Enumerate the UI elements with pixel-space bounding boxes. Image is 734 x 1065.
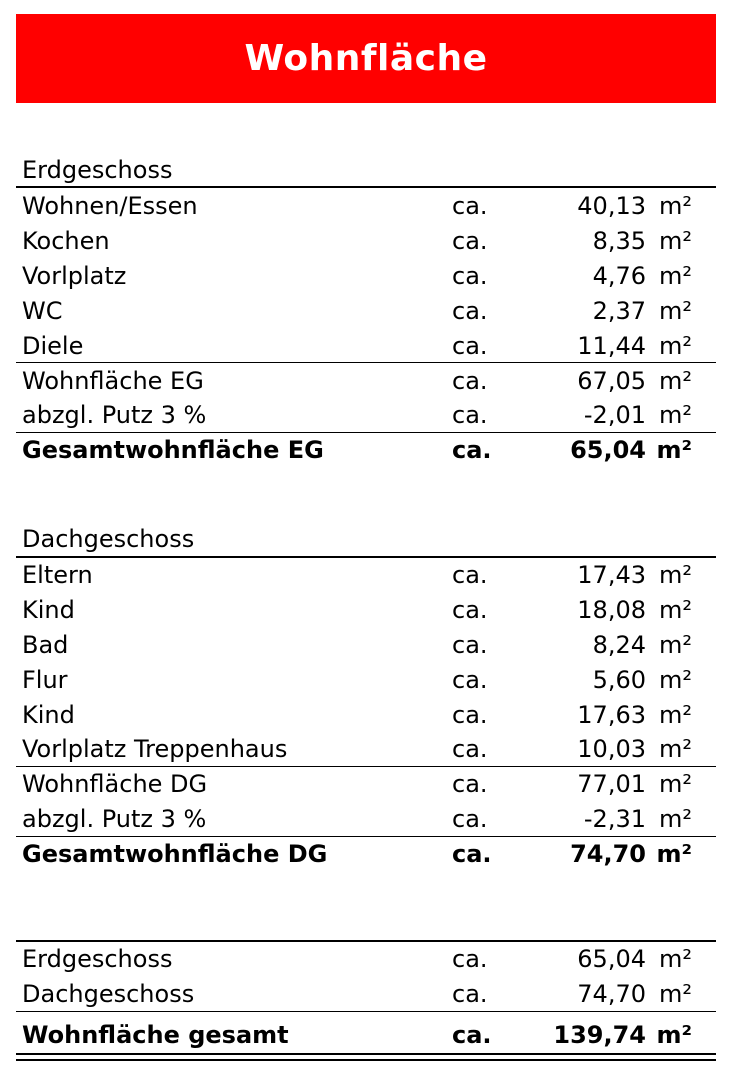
section-title-eg: Erdgeschoss bbox=[22, 156, 173, 184]
row-label: Bad bbox=[22, 631, 69, 659]
row-label: Wohnen/Essen bbox=[22, 192, 198, 220]
row-ca: ca. bbox=[452, 666, 488, 694]
table-row bbox=[22, 802, 694, 837]
row-ca: ca. bbox=[452, 332, 488, 360]
row-label: Gesamtwohnfläche DG bbox=[22, 840, 328, 868]
row-unit: m² bbox=[656, 840, 692, 868]
row-value: 40,13 bbox=[577, 192, 646, 220]
row-unit: m² bbox=[656, 1021, 692, 1049]
row-label: Kochen bbox=[22, 227, 110, 255]
row-value: 74,70 bbox=[570, 840, 646, 868]
row-ca: ca. bbox=[452, 840, 492, 868]
divider bbox=[16, 186, 716, 188]
row-unit: m² bbox=[659, 332, 692, 360]
row-label: Erdgeschoss bbox=[22, 945, 173, 973]
row-label: Dachgeschoss bbox=[22, 980, 195, 1008]
row-ca: ca. bbox=[452, 945, 488, 973]
row-unit: m² bbox=[659, 770, 692, 798]
table-row bbox=[22, 942, 694, 977]
row-value: 18,08 bbox=[577, 596, 646, 624]
table-row bbox=[22, 663, 694, 698]
table-row bbox=[22, 329, 694, 364]
double-underline bbox=[16, 1053, 716, 1061]
row-unit: m² bbox=[659, 805, 692, 833]
row-ca: ca. bbox=[452, 436, 492, 464]
total-row bbox=[22, 433, 694, 468]
row-unit: m² bbox=[659, 367, 692, 395]
row-ca: ca. bbox=[452, 227, 488, 255]
row-value: 5,60 bbox=[592, 666, 646, 694]
row-value: 4,76 bbox=[592, 262, 646, 290]
row-unit: m² bbox=[659, 262, 692, 290]
row-value: 10,03 bbox=[577, 735, 646, 763]
table-row bbox=[22, 767, 694, 802]
row-value: 11,44 bbox=[577, 332, 646, 360]
table-row bbox=[22, 732, 694, 767]
row-unit: m² bbox=[659, 701, 692, 729]
divider bbox=[16, 1011, 716, 1012]
row-unit: m² bbox=[659, 401, 692, 429]
row-unit: m² bbox=[659, 980, 692, 1008]
row-ca: ca. bbox=[452, 192, 488, 220]
row-unit: m² bbox=[659, 596, 692, 624]
row-label: Kind bbox=[22, 596, 75, 624]
row-label: abzgl. Putz 3 % bbox=[22, 805, 207, 833]
row-label: WC bbox=[22, 297, 63, 325]
row-label: Eltern bbox=[22, 561, 93, 589]
row-unit: m² bbox=[659, 297, 692, 325]
table-row bbox=[22, 294, 694, 329]
table-row bbox=[22, 224, 694, 259]
row-value: 8,35 bbox=[592, 227, 646, 255]
table-row bbox=[22, 698, 694, 733]
row-value: 65,04 bbox=[577, 945, 646, 973]
row-unit: m² bbox=[659, 227, 692, 255]
row-ca: ca. bbox=[452, 770, 488, 798]
table-row bbox=[22, 398, 694, 433]
row-ca: ca. bbox=[452, 1021, 492, 1049]
row-label: Wohnfläche gesamt bbox=[22, 1021, 289, 1049]
table-row bbox=[22, 628, 694, 663]
row-unit: m² bbox=[659, 666, 692, 694]
row-value: 67,05 bbox=[577, 367, 646, 395]
divider bbox=[16, 362, 716, 363]
row-value: 2,37 bbox=[592, 297, 646, 325]
row-label: abzgl. Putz 3 % bbox=[22, 401, 207, 429]
row-label: Vorlplatz Treppenhaus bbox=[22, 735, 288, 763]
grand-total-row bbox=[22, 1018, 694, 1053]
table-row bbox=[22, 977, 694, 1012]
row-label: Gesamtwohnfläche EG bbox=[22, 436, 324, 464]
row-ca: ca. bbox=[452, 561, 488, 589]
row-ca: ca. bbox=[452, 735, 488, 763]
row-label: Wohnfläche EG bbox=[22, 367, 204, 395]
row-value: 17,43 bbox=[577, 561, 646, 589]
row-value: 17,63 bbox=[577, 701, 646, 729]
row-label: Wohnfläche DG bbox=[22, 770, 208, 798]
title-banner bbox=[16, 14, 716, 103]
row-label: Flur bbox=[22, 666, 68, 694]
row-ca: ca. bbox=[452, 701, 488, 729]
table-row bbox=[22, 189, 694, 224]
table-row bbox=[22, 364, 694, 399]
row-ca: ca. bbox=[452, 980, 488, 1008]
row-unit: m² bbox=[659, 631, 692, 659]
row-value: 8,24 bbox=[592, 631, 646, 659]
row-value: 77,01 bbox=[577, 770, 646, 798]
row-ca: ca. bbox=[452, 367, 488, 395]
row-unit: m² bbox=[659, 735, 692, 763]
row-ca: ca. bbox=[452, 262, 488, 290]
row-ca: ca. bbox=[452, 631, 488, 659]
row-ca: ca. bbox=[452, 596, 488, 624]
table-row bbox=[22, 259, 694, 294]
row-unit: m² bbox=[659, 192, 692, 220]
row-ca: ca. bbox=[452, 297, 488, 325]
row-label: Diele bbox=[22, 332, 84, 360]
row-value: 65,04 bbox=[570, 436, 646, 464]
row-ca: ca. bbox=[452, 401, 488, 429]
row-value: 74,70 bbox=[577, 980, 646, 1008]
total-row bbox=[22, 837, 694, 872]
row-unit: m² bbox=[659, 561, 692, 589]
table-row bbox=[22, 593, 694, 628]
section-title-dg: Dachgeschoss bbox=[22, 525, 195, 553]
row-label: Vorlplatz bbox=[22, 262, 127, 290]
page-title: Wohnfläche bbox=[244, 38, 488, 79]
row-unit: m² bbox=[659, 945, 692, 973]
table-row bbox=[22, 558, 694, 593]
row-ca: ca. bbox=[452, 805, 488, 833]
row-label: Kind bbox=[22, 701, 75, 729]
row-value: 139,74 bbox=[553, 1021, 646, 1049]
row-unit: m² bbox=[656, 436, 692, 464]
row-value: -2,01 bbox=[583, 401, 646, 429]
row-value: -2,31 bbox=[583, 805, 646, 833]
